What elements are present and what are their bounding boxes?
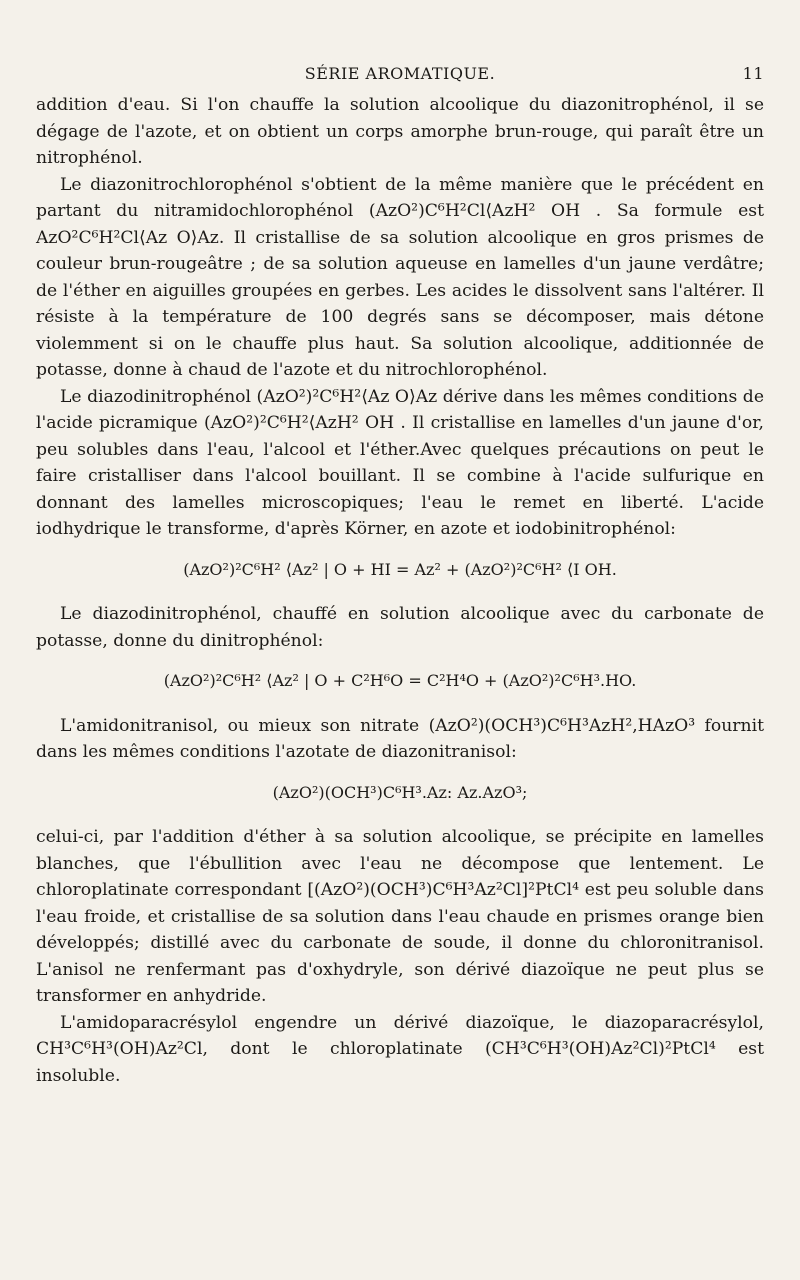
paragraph-1: addition d'eau. Si l'on chauffe la solution alcoolique du diazonitrophénol, il se dégage de l'azote, et on obtient un corps amorphe brun-rouge, qui paraît être un nitrophénol. (36, 95, 764, 168)
page-body (36, 92, 764, 1089)
paragraph-5: L'amidonitranisol, ou mieux son nitrate (AzO²)(OCH³)C⁶H³AzH²,HAzO³ fournit dans les mêmes conditions l'azotate de diazonitranisol: (36, 715, 764, 762)
paragraph-6: celui-ci, par l'addition d'éther à sa solution alcoolique, se précipite en lamelles blanches, que l'ébullition avec l'eau ne décompose que lentement. Le chloroplatinate correspondant [(AzO²)(OCH³)C⁶H³Az²Cl]²PtCl⁴ est peu soluble dans l'eau froide, et cristallise de sa solution dans l'eau chaude en prismes orange bien développés; distillé avec du carbonate de soude, il donne du chloronitranisol. L'anisol ne renfermant pas d'oxhydryle, son dérivé diazoïque ne peut plus se transformer en anhydride. (36, 827, 764, 1006)
paragraph-4: Le diazodinitrophénol, chauffé en solution alcoolique avec du carbonate de potasse, donne du dinitrophénol: (36, 604, 764, 651)
equation-1: (AzO²)²C⁶H² ⟨Az² | O + HI = Az² + (AzO²)²C⁶H² ⟨I OH. (183, 559, 617, 579)
page-number: 11 (742, 64, 764, 83)
formula-diazonitranisol: (AzO²)(OCH³)C⁶H³.Az: Az.AzO³; (272, 782, 528, 802)
running-header (36, 64, 764, 88)
running-title: SÉRIE AROMATIQUE. (304, 64, 496, 83)
paragraph-7: L'amidoparacrésylol engendre un dérivé diazoïque, le diazoparacrésylol, CH³C⁶H³(OH)Az²Cl, dont le chloroplatinate (CH³C⁶H³(OH)Az²Cl)²PtCl⁴ est insoluble. (36, 1012, 764, 1086)
paragraph-2: Le diazonitrochlorophénol s'obtient de la même manière que le précédent en partant du nitramidochlorophénol (AzO²)C⁶H²Cl⟨AzH² OH . Sa formule est AzO²C⁶H²Cl⟨Az O⟩Az. Il cristallise de sa solution alcoolique en gros prismes de couleur brun-rougeâtre ; de sa solution aqueuse en lamelles d'un jaune verdâtre; de l'éther en aiguilles groupées en gerbes. Les acides le dissolvent sans l'altérer. Il résiste à la température de 100 degrés sans se décomposer, mais détone violemment si on le chauffe plus haut. Sa solution alcoolique, additionnée de potasse, donne à chaud de l'azote et du nitrochlorophénol. (36, 174, 764, 380)
equation-2: (AzO²)²C⁶H² ⟨Az² | O + C²H⁶O = C²H⁴O + (AzO²)²C⁶H³.HO. (163, 671, 637, 690)
paragraph-3: Le diazodinitrophénol (AzO²)²C⁶H²⟨Az O⟩Az dérive dans les mêmes conditions de l'acide picramique (AzO²)²C⁶H²⟨AzH² OH . Il cristallise en lamelles d'un jaune d'or, peu solubles dans l'eau, l'alcool et l'éther.Avec quelques précautions on peut le faire cristalliser dans l'alcool bouillant. Il se combine à l'acide sulfurique en donnant des lamelles microscopiques; l'eau le remet en liberté. L'acide iodhydrique le transforme, d'après Körner, en azote et iodobinitrophénol: (36, 386, 764, 539)
